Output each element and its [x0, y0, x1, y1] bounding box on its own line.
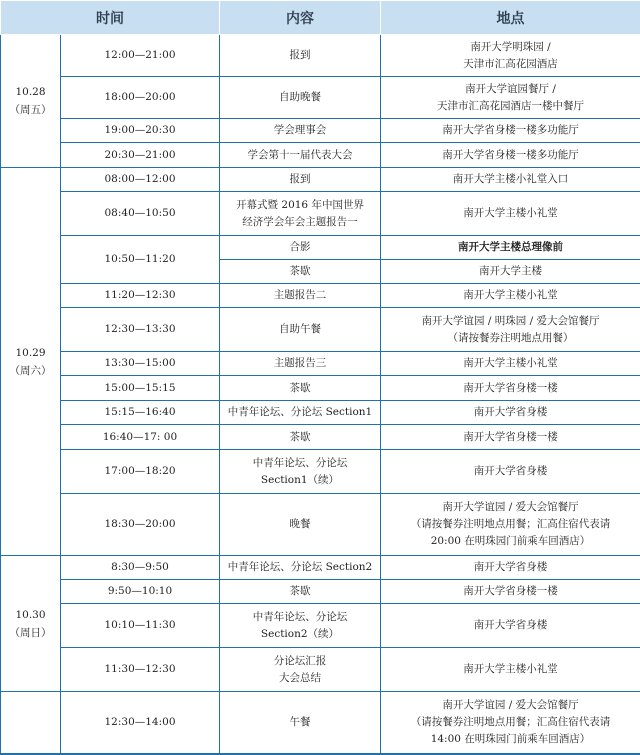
- time-cell: 08:00—12:00: [61, 168, 220, 192]
- content-cell: 茶歇: [220, 580, 381, 604]
- schedule-row: [1, 143, 640, 168]
- content-cell: 中青年论坛、分论坛 Section2: [220, 556, 381, 580]
- schedule-row: [1, 556, 640, 580]
- content-cell: 开幕式暨 2016 年中国世界 经济学会年会主题报告一: [220, 192, 381, 236]
- time-cell: 17:00—18:20: [61, 450, 220, 494]
- schedule-row: [1, 77, 640, 119]
- schedule-row: [1, 376, 640, 401]
- schedule-row: [1, 648, 640, 692]
- time-cell: 12:30—13:30: [61, 308, 220, 352]
- location-cell: 南开大学主楼: [381, 260, 640, 284]
- content-cell: 茶歇: [220, 425, 381, 450]
- day-label: 10.30 （周日）: [1, 556, 61, 692]
- schedule-row: [1, 494, 640, 556]
- location-cell: 南开大学省身楼: [381, 450, 640, 494]
- header-row: [1, 1, 640, 35]
- time-cell: 8:30—9:50: [61, 556, 220, 580]
- schedule-row: [1, 352, 640, 376]
- location-cell: 南开大学谊园 / 爱大会馆餐厅 （请按餐券注明地点用餐；汇高住宿代表请 20:00 在明珠园门前乘车回酒店）: [381, 494, 640, 556]
- location-cell: 南开大学省身楼一楼: [381, 376, 640, 401]
- content-cell: 中青年论坛、分论坛 Section1: [220, 401, 381, 425]
- content-cell: 合影: [220, 236, 381, 260]
- location-cell: 南开大学主楼小礼堂: [381, 192, 640, 236]
- content-cell: 主题报告二: [220, 284, 381, 308]
- location-cell: 南开大学谊园 / 爱大会馆餐厅 （请按餐券注明地点用餐；汇高住宿代表请 14:00 在明珠园门前乘车回酒店）: [381, 692, 640, 754]
- location-cell: 南开大学省身楼一楼: [381, 425, 640, 450]
- time-cell: 9:50—10:10: [61, 580, 220, 604]
- schedule-row: [1, 580, 640, 604]
- location-cell: 南开大学主楼小礼堂: [381, 284, 640, 308]
- time-cell: 19:00—20:30: [61, 119, 220, 143]
- time-cell: 15:00—15:15: [61, 376, 220, 401]
- time-cell: 18:00—20:00: [61, 77, 220, 119]
- content-cell: 中青年论坛、分论坛 Section1（续）: [220, 450, 381, 494]
- location-cell: 南开大学主楼小礼堂入口: [381, 168, 640, 192]
- content-cell: 报到: [220, 35, 381, 77]
- schedule-row: [1, 119, 640, 143]
- schedule-body: [1, 35, 640, 754]
- content-cell: 报到: [220, 168, 381, 192]
- time-cell: 11:20—12:30: [61, 284, 220, 308]
- time-cell: 10:50—11:20: [61, 236, 220, 284]
- schedule-row: [1, 284, 640, 308]
- content-cell: 茶歇: [220, 260, 381, 284]
- location-cell: 南开大学省身楼: [381, 604, 640, 648]
- schedule-row: [1, 308, 640, 352]
- schedule-row: [1, 35, 640, 77]
- header-time: 时间: [1, 1, 220, 35]
- location-cell: 南开大学省身楼: [381, 556, 640, 580]
- time-cell: 20:30—21:00: [61, 143, 220, 168]
- location-cell: 南开大学主楼小礼堂: [381, 648, 640, 692]
- schedule-row: [1, 604, 640, 648]
- content-cell: 自助午餐: [220, 308, 381, 352]
- schedule-row: [1, 401, 640, 425]
- time-cell: 08:40—10:50: [61, 192, 220, 236]
- location-cell: 南开大学谊园餐厅 / 天津市汇高花园酒店一楼中餐厅: [381, 77, 640, 119]
- content-cell: 主题报告三: [220, 352, 381, 376]
- schedule-row: [1, 425, 640, 450]
- time-cell: 15:15—16:40: [61, 401, 220, 425]
- time-cell: 13:30—15:00: [61, 352, 220, 376]
- schedule-row: [1, 236, 640, 260]
- location-cell: 南开大学明珠园 / 天津市汇高花园酒店: [381, 35, 640, 77]
- schedule-row: [1, 692, 640, 754]
- location-cell: 南开大学谊园 / 明珠园 / 爱大会馆餐厅 （请按餐券注明地点用餐）: [381, 308, 640, 352]
- content-cell: 茶歇: [220, 376, 381, 401]
- schedule-row: [1, 450, 640, 494]
- header-location: 地点: [381, 1, 640, 35]
- time-cell: 12:00—21:00: [61, 35, 220, 77]
- content-cell: 分论坛汇报 大会总结: [220, 648, 381, 692]
- content-cell: 学会第十一届代表大会: [220, 143, 381, 168]
- day-label: 10.28 （周五）: [1, 35, 61, 168]
- location-cell: 南开大学省身楼一楼多功能厅: [381, 119, 640, 143]
- location-cell: 南开大学省身楼一楼多功能厅: [381, 143, 640, 168]
- header-content: 内容: [220, 1, 381, 35]
- content-cell: 自助晚餐: [220, 77, 381, 119]
- location-cell: 南开大学省身楼: [381, 401, 640, 425]
- day-label: [1, 692, 61, 754]
- content-cell: 晚餐: [220, 494, 381, 556]
- time-cell: 10:10—11:30: [61, 604, 220, 648]
- schedule-row: [1, 168, 640, 192]
- day-label: 10.29 （周六）: [1, 168, 61, 556]
- time-cell: 11:30—12:30: [61, 648, 220, 692]
- schedule-row: [1, 192, 640, 236]
- time-cell: 16:40—17: 00: [61, 425, 220, 450]
- location-cell: 南开大学主楼总理像前: [381, 236, 640, 260]
- location-cell: 南开大学主楼小礼堂: [381, 352, 640, 376]
- time-cell: 12:30—14:00: [61, 692, 220, 754]
- location-cell: 南开大学省身楼一楼: [381, 580, 640, 604]
- content-cell: 中青年论坛、分论坛 Section2（续）: [220, 604, 381, 648]
- content-cell: 午餐: [220, 692, 381, 754]
- content-cell: 学会理事会: [220, 119, 381, 143]
- time-cell: 18:30—20:00: [61, 494, 220, 556]
